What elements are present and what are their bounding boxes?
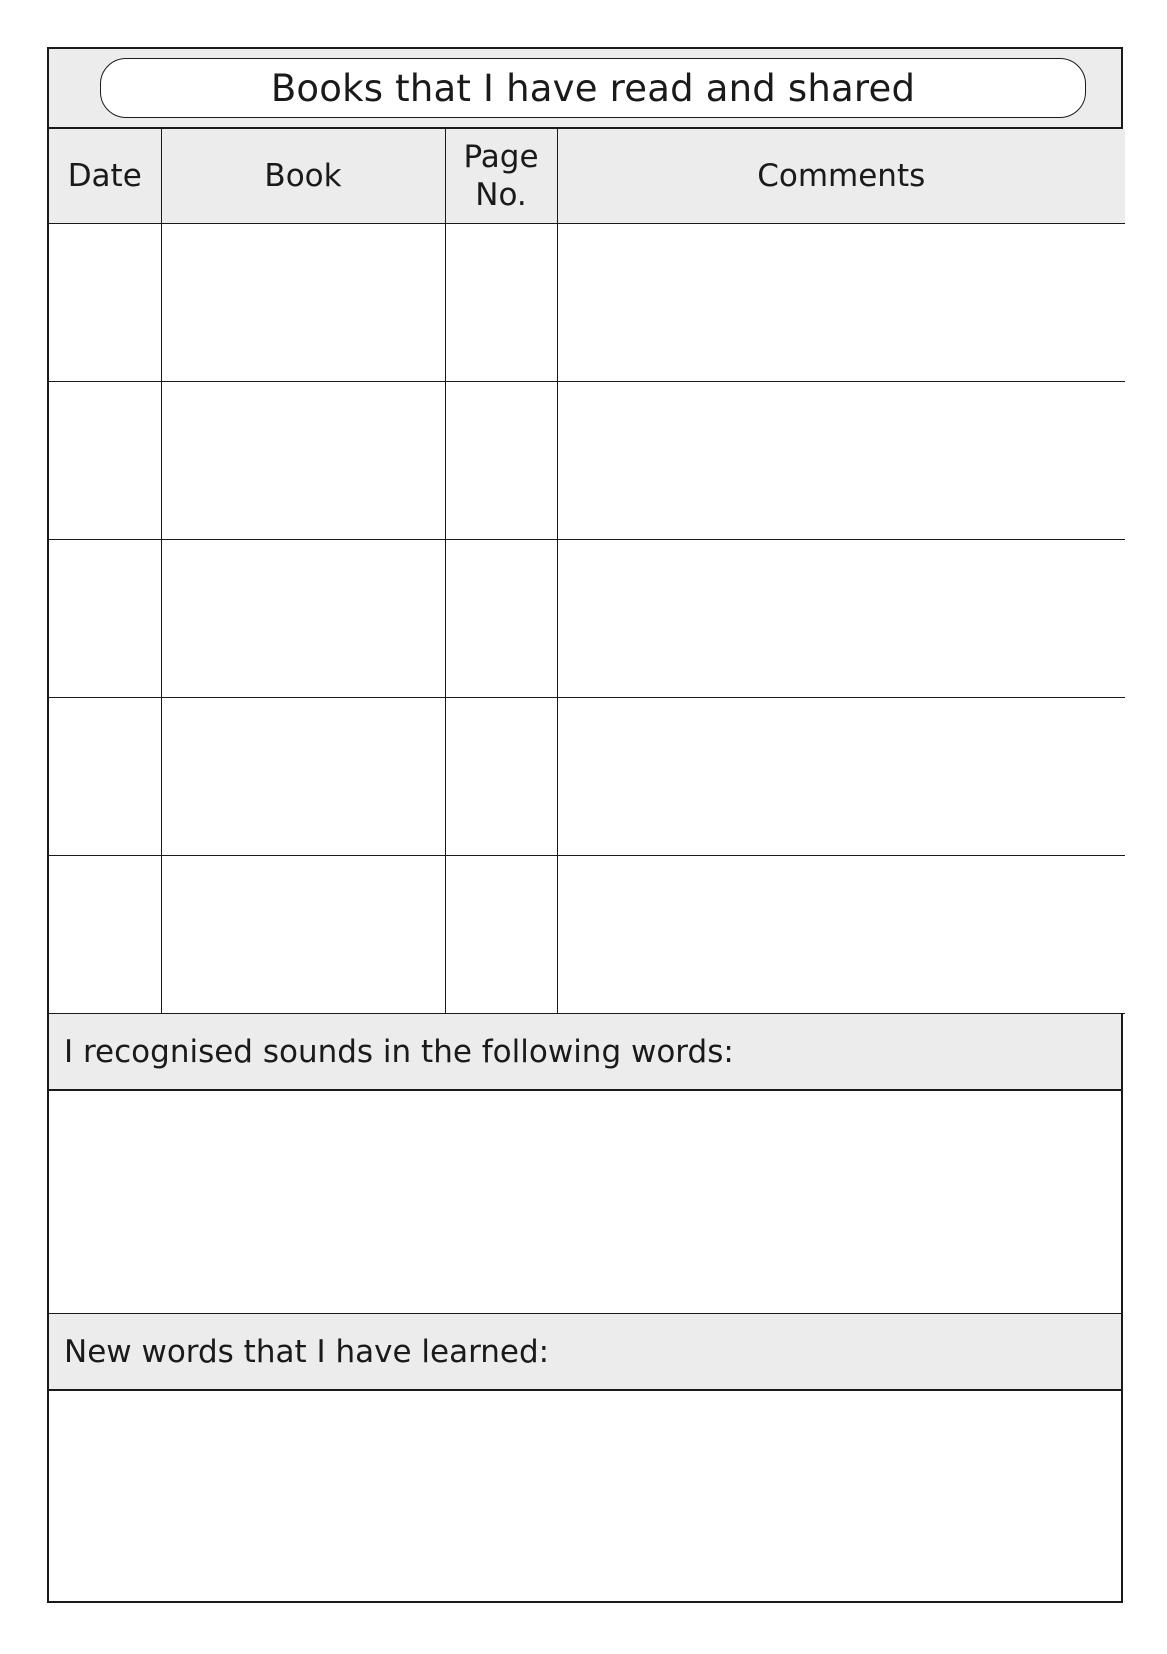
reading-log-sheet — [47, 47, 1123, 1603]
table-row — [49, 855, 1125, 1013]
table-header-row — [49, 129, 1125, 223]
book-cell[interactable] — [161, 697, 445, 855]
page-title: Books that I have read and shared — [100, 58, 1086, 118]
date-cell[interactable] — [49, 223, 161, 381]
date-cell[interactable] — [49, 855, 161, 1013]
table-row — [49, 223, 1125, 381]
book-cell[interactable] — [161, 381, 445, 539]
comments-column-header: Comments — [557, 129, 1125, 223]
book-cell[interactable] — [161, 223, 445, 381]
table-row — [49, 539, 1125, 697]
page-no-header-line-2: No. — [475, 176, 527, 213]
comments-cell[interactable] — [557, 697, 1125, 855]
reading-log-table — [49, 129, 1125, 1014]
page-no-cell[interactable] — [445, 539, 557, 697]
book-cell[interactable] — [161, 539, 445, 697]
new-words-section-label: New words that I have learned: — [49, 1313, 1121, 1391]
title-band — [49, 49, 1121, 129]
page-no-cell[interactable] — [445, 697, 557, 855]
date-cell[interactable] — [49, 539, 161, 697]
page-no-cell[interactable] — [445, 223, 557, 381]
book-cell[interactable] — [161, 855, 445, 1013]
table-row — [49, 381, 1125, 539]
sounds-section-label: I recognised sounds in the following words: — [49, 1013, 1121, 1091]
date-cell[interactable] — [49, 381, 161, 539]
comments-cell[interactable] — [557, 223, 1125, 381]
page-no-cell[interactable] — [445, 381, 557, 539]
date-cell[interactable] — [49, 697, 161, 855]
comments-cell[interactable] — [557, 381, 1125, 539]
sounds-writing-area[interactable] — [49, 1091, 1121, 1313]
book-column-header: Book — [161, 129, 445, 223]
page-no-cell[interactable] — [445, 855, 557, 1013]
comments-cell[interactable] — [557, 855, 1125, 1013]
page-no-header-line-1: Page — [463, 138, 539, 175]
comments-cell[interactable] — [557, 539, 1125, 697]
table-row — [49, 697, 1125, 855]
date-column-header: Date — [49, 129, 161, 223]
page-no-column-header — [445, 129, 557, 223]
new-words-writing-area[interactable] — [49, 1391, 1121, 1601]
